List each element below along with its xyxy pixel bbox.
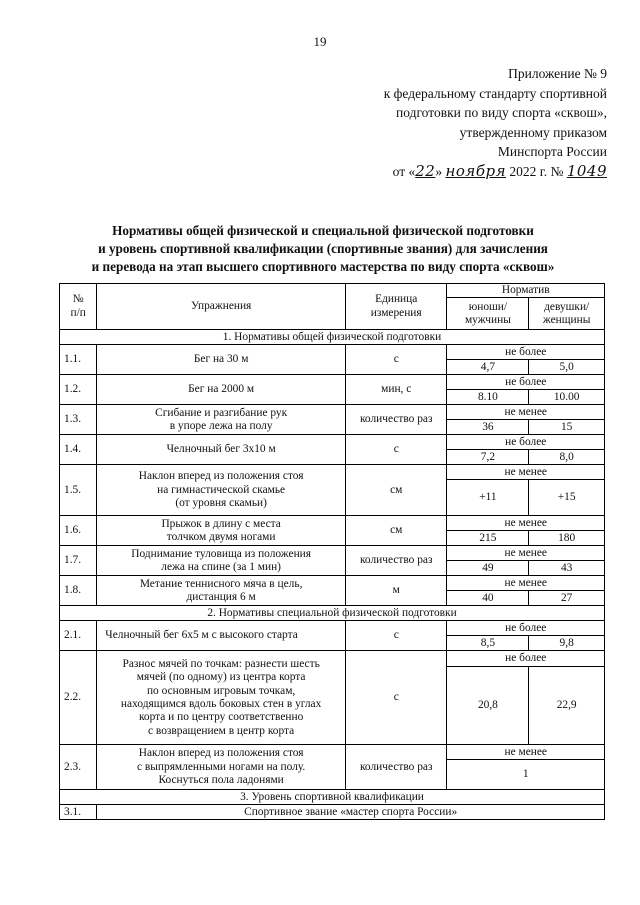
row-condition: не менее [447,546,605,561]
row-value-female: 180 [529,531,605,546]
table-row [60,345,605,360]
section-row [60,790,605,805]
row-unit: с [345,621,447,651]
date-prefix: от « [392,163,416,179]
table-row [60,405,605,420]
row-condition: не более [447,345,605,360]
row-exercise: Наклон вперед из положения стоя с выпрямленными ногами на полу. Коснуться пола ладонями [97,745,346,790]
row-exercise: Бег на 2000 м [97,375,346,405]
row-condition: не более [447,651,605,667]
header-female: девушки/ женщины [529,298,605,330]
row-value-male: 49 [447,561,529,576]
row-exercise: Челночный бег 3х10 м [97,435,346,465]
row-condition: не более [447,621,605,636]
row-value-male: 20,8 [447,667,529,745]
row-value-female: 8,0 [529,450,605,465]
appendix-date-line [307,162,607,182]
row-value-male: 4,7 [447,360,529,375]
row-number: 1.4. [60,435,97,465]
handwritten-order-number: 1049 [566,161,607,180]
section-row [60,606,605,621]
row-number: 1.2. [60,375,97,405]
row-number: 1.7. [60,546,97,576]
header-row [60,284,605,298]
row-value-male: 8,5 [447,636,529,651]
norms-table-body [60,284,605,820]
norms-table [59,283,605,820]
row-number: 2.1. [60,621,97,651]
row-value-male: 36 [447,420,529,435]
table-row [60,621,605,636]
handwritten-month: ноября [445,161,507,180]
row-unit: м [345,576,447,606]
row-value-male: 7,2 [447,450,529,465]
table-row [60,516,605,531]
header-norm: Норматив [447,284,605,298]
date-mid: » [435,163,446,179]
appendix-header [307,64,607,182]
section-row [60,330,605,345]
row-condition: не менее [447,576,605,591]
table-row [60,546,605,561]
row-value-female: 27 [529,591,605,606]
row-value-female: 22,9 [529,667,605,745]
row-condition: не менее [447,405,605,420]
row-number: 3.1. [60,805,97,820]
row-number: 1.8. [60,576,97,606]
row-exercise: Поднимание туловища из положения лежа на спине (за 1 мин) [97,546,346,576]
row-value-female: 43 [529,561,605,576]
appendix-line: Минспорта России [497,144,607,160]
row-condition: не более [447,435,605,450]
row-number: 1.5. [60,465,97,516]
handwritten-day: 22 [415,161,436,180]
header-male: юноши/ мужчины [447,298,529,330]
row-value-male: 40 [447,591,529,606]
row-unit: количество раз [345,405,447,435]
row-exercise: Метание теннисного мяча в цель, дистанция 6 м [97,576,346,606]
row-value-female: 10.00 [529,390,605,405]
row-value-female: 9,8 [529,636,605,651]
date-year: 2022 г. № [506,163,567,179]
row-unit: мин, с [345,375,447,405]
title-line: и перевода на этап высшего спортивного мастерства по виду спорта «сквош» [91,259,555,274]
row-condition: не менее [447,465,605,480]
row-unit: с [345,345,447,375]
row-number: 1.6. [60,516,97,546]
table-row [60,745,605,760]
row-unit: см [345,465,447,516]
row-value-male: 215 [447,531,529,546]
row-exercise: Челночный бег 6х5 м с высокого старта [97,621,346,651]
title-line: Нормативы общей физической и специальной физической подготовки [112,223,534,238]
section-title: 3. Уровень спортивной квалификации [60,790,605,805]
appendix-line: утвержденному приказом [459,124,607,140]
row-unit: с [345,651,447,745]
document-title [40,222,606,276]
title-line: и уровень спортивной квалификации (спортивные звания) для зачисления [98,241,548,256]
table-row [60,805,605,820]
page-number: 19 [313,34,327,49]
row-exercise: Бег на 30 м [97,345,346,375]
row-number: 2.2. [60,651,97,745]
table-row [60,435,605,450]
row-value-female: +15 [529,480,605,516]
row-exercise: Прыжок в длину с места толчком двумя ногами [97,516,346,546]
table-row [60,651,605,667]
row-number: 1.1. [60,345,97,375]
table-row [60,465,605,480]
row-value-female: 5,0 [529,360,605,375]
row-number: 1.3. [60,405,97,435]
section-title: 1. Нормативы общей физической подготовки [60,330,605,345]
section-title: 2. Нормативы специальной физической подготовки [60,606,605,621]
table-row [60,576,605,591]
row-value-male: 8.10 [447,390,529,405]
row-unit: см [345,516,447,546]
row-exercise: Наклон вперед из положения стоя на гимнастической скамье (от уровня скамьи) [97,465,346,516]
row-condition: не более [447,375,605,390]
row-unit: с [345,435,447,465]
header-exercise: Упражнения [97,284,346,330]
row-value-female: 15 [529,420,605,435]
row-condition: не менее [447,745,605,760]
header-number: № п/п [60,284,97,330]
appendix-line: Приложение № 9 [508,66,607,81]
row-unit: количество раз [345,546,447,576]
row-value: 1 [447,760,605,790]
appendix-line: подготовки по виду спорта «сквош», [396,105,607,121]
row-value-male: +11 [447,480,529,516]
table-row [60,375,605,390]
header-unit: Единица измерения [345,284,447,330]
row-unit: количество раз [345,745,447,790]
appendix-line: к федеральному стандарту спортивной [383,85,607,101]
row-condition: не менее [447,516,605,531]
row-exercise: Разнос мячей по точкам: разнести шесть мячей (по одному) из центра корта по основным игровым точкам, находящимся вдоль боковых стен в углах корта и по центру соответственно с возвращением в центр корта [97,651,346,745]
row-number: 2.3. [60,745,97,790]
row-exercise: Спортивное звание «мастер спорта России» [97,805,605,820]
row-exercise: Сгибание и разгибание рук в упоре лежа на полу [97,405,346,435]
